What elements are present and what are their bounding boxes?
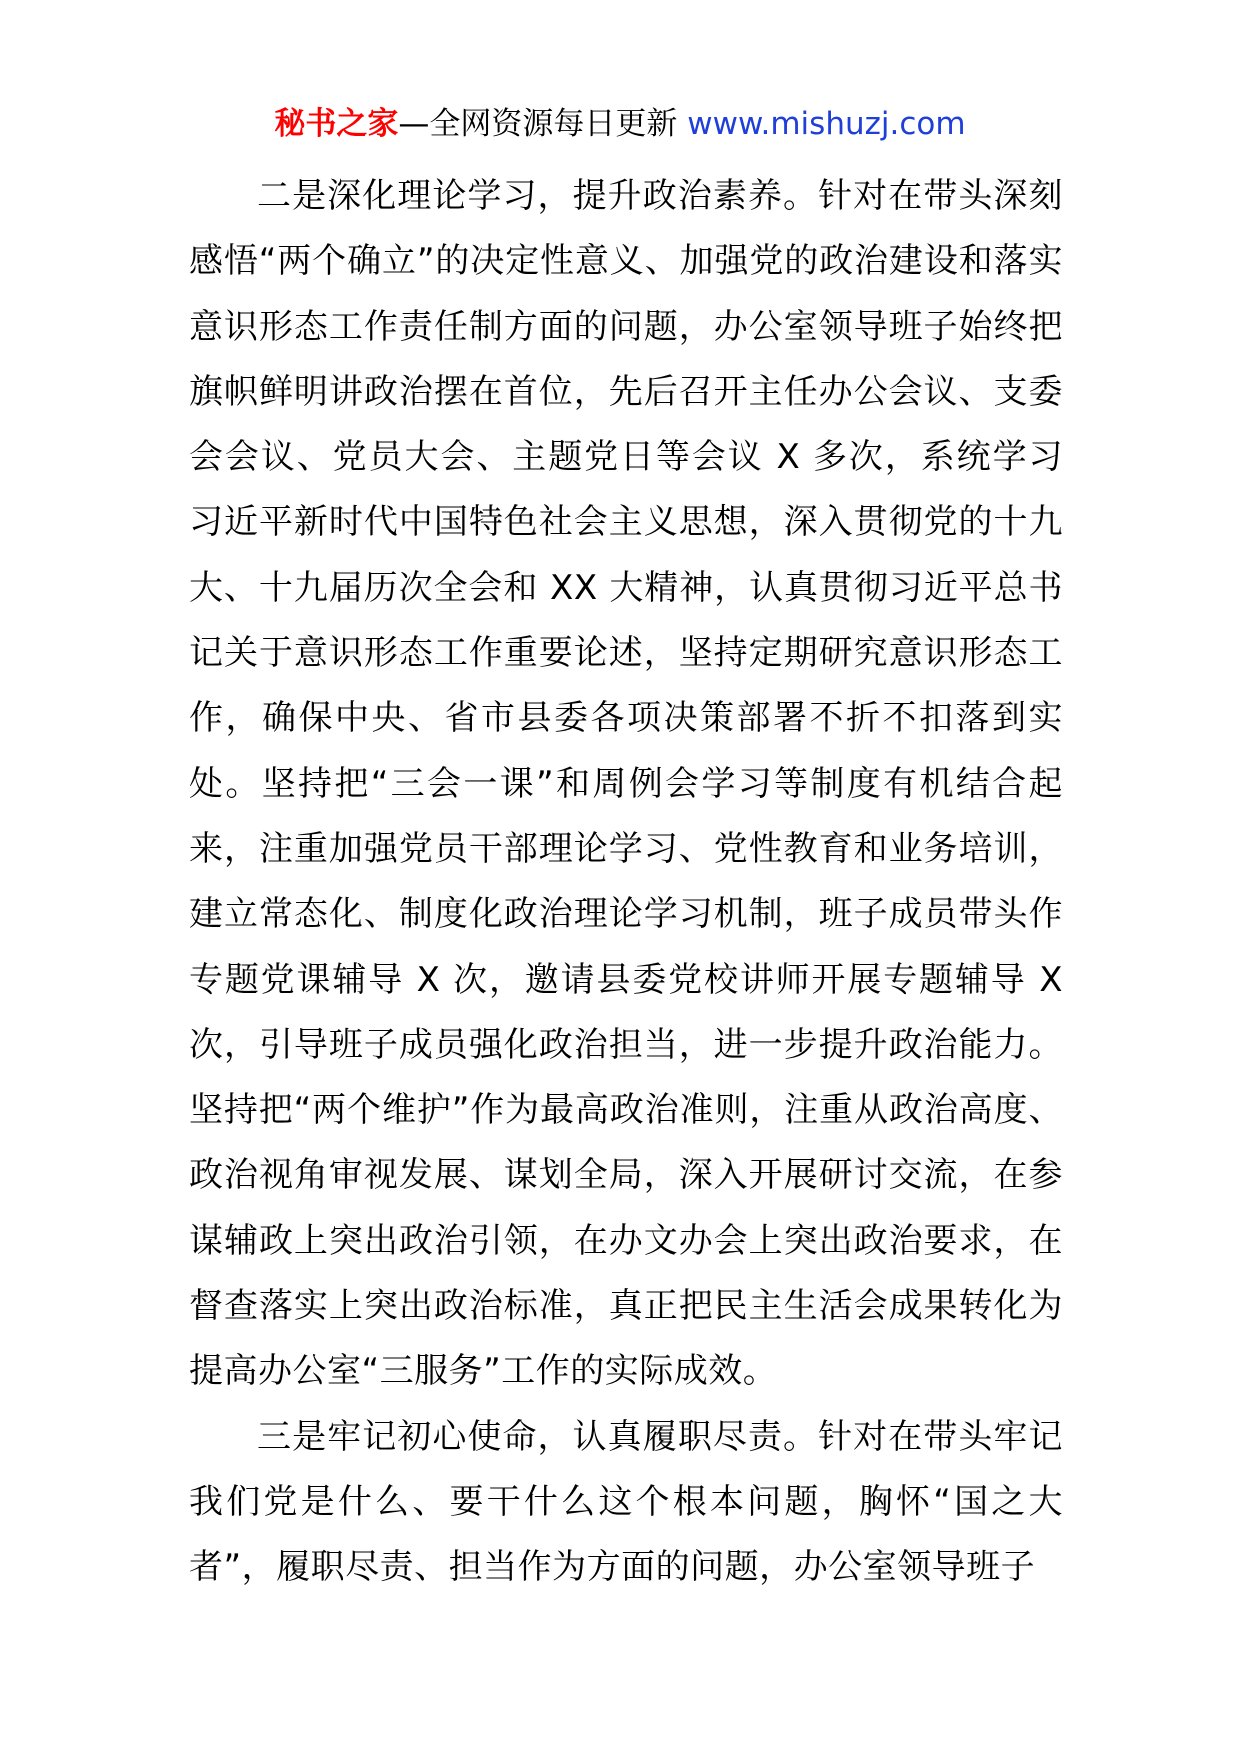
brand-name: 秘书之家 bbox=[274, 106, 399, 142]
paragraph-3-remember-mission: 三是牢记初心使命，认真履职尽责。针对在带头牢记我们党是什么、要干什么这个根本问题，胸怀“国之大者”，履职尽责、担当作为方面的问题，办公室领导班子 bbox=[189, 1416, 1063, 1588]
paragraph-2-deepen-theory-study: 二是深化理论学习，提升政治素养。针对在带头深刻感悟“两个确立”的决定性意义、加强党的政治建设和落实意识形态工作责任制方面的问题，办公室领导班子始终把旗帜鲜明讲政治摆在首位，先后召开主任办公会议、支委会会议、党员大会、主题党日等会议 X 多次，系统学习习近平新时代中国特色社会主义思想，深入贯彻党的十九大、十九届历次全会和 XX 大精神，认真贯彻习近平总书记关于意识形态工作重要论述，坚持定期研究意识形态工作，确保中央、省市县委各项决策部署不折不扣落到实处。坚持把“三会一课”和周例会学习等制度有机结合起来，注重加强党员干部理论学习、党性教育和业务培训，建立常态化、制度化政治理论学习机制，班子成员带头作专题党课辅导 X 次，邀请县委党校讲师开展专题辅导 X 次，引导班子成员强化政治担当，进一步提升政治能力。坚持把“两个维护”作为最高政治准则，注重从政治高度、政治视角审视发展、谋划全局，深入开展研讨交流，在参谋辅政上突出政治引领，在办文办会上突出政治要求，在督查落实上突出政治标准，真正把民主生活会成果转化为提高办公室“三服务”工作的实际成效。 bbox=[189, 176, 1063, 1392]
document-body bbox=[189, 164, 1063, 1601]
website-link[interactable]: www.mishuzj.com bbox=[687, 106, 966, 142]
site-header bbox=[0, 100, 1240, 148]
header-tagline: —全网资源每日更新 bbox=[398, 106, 678, 142]
